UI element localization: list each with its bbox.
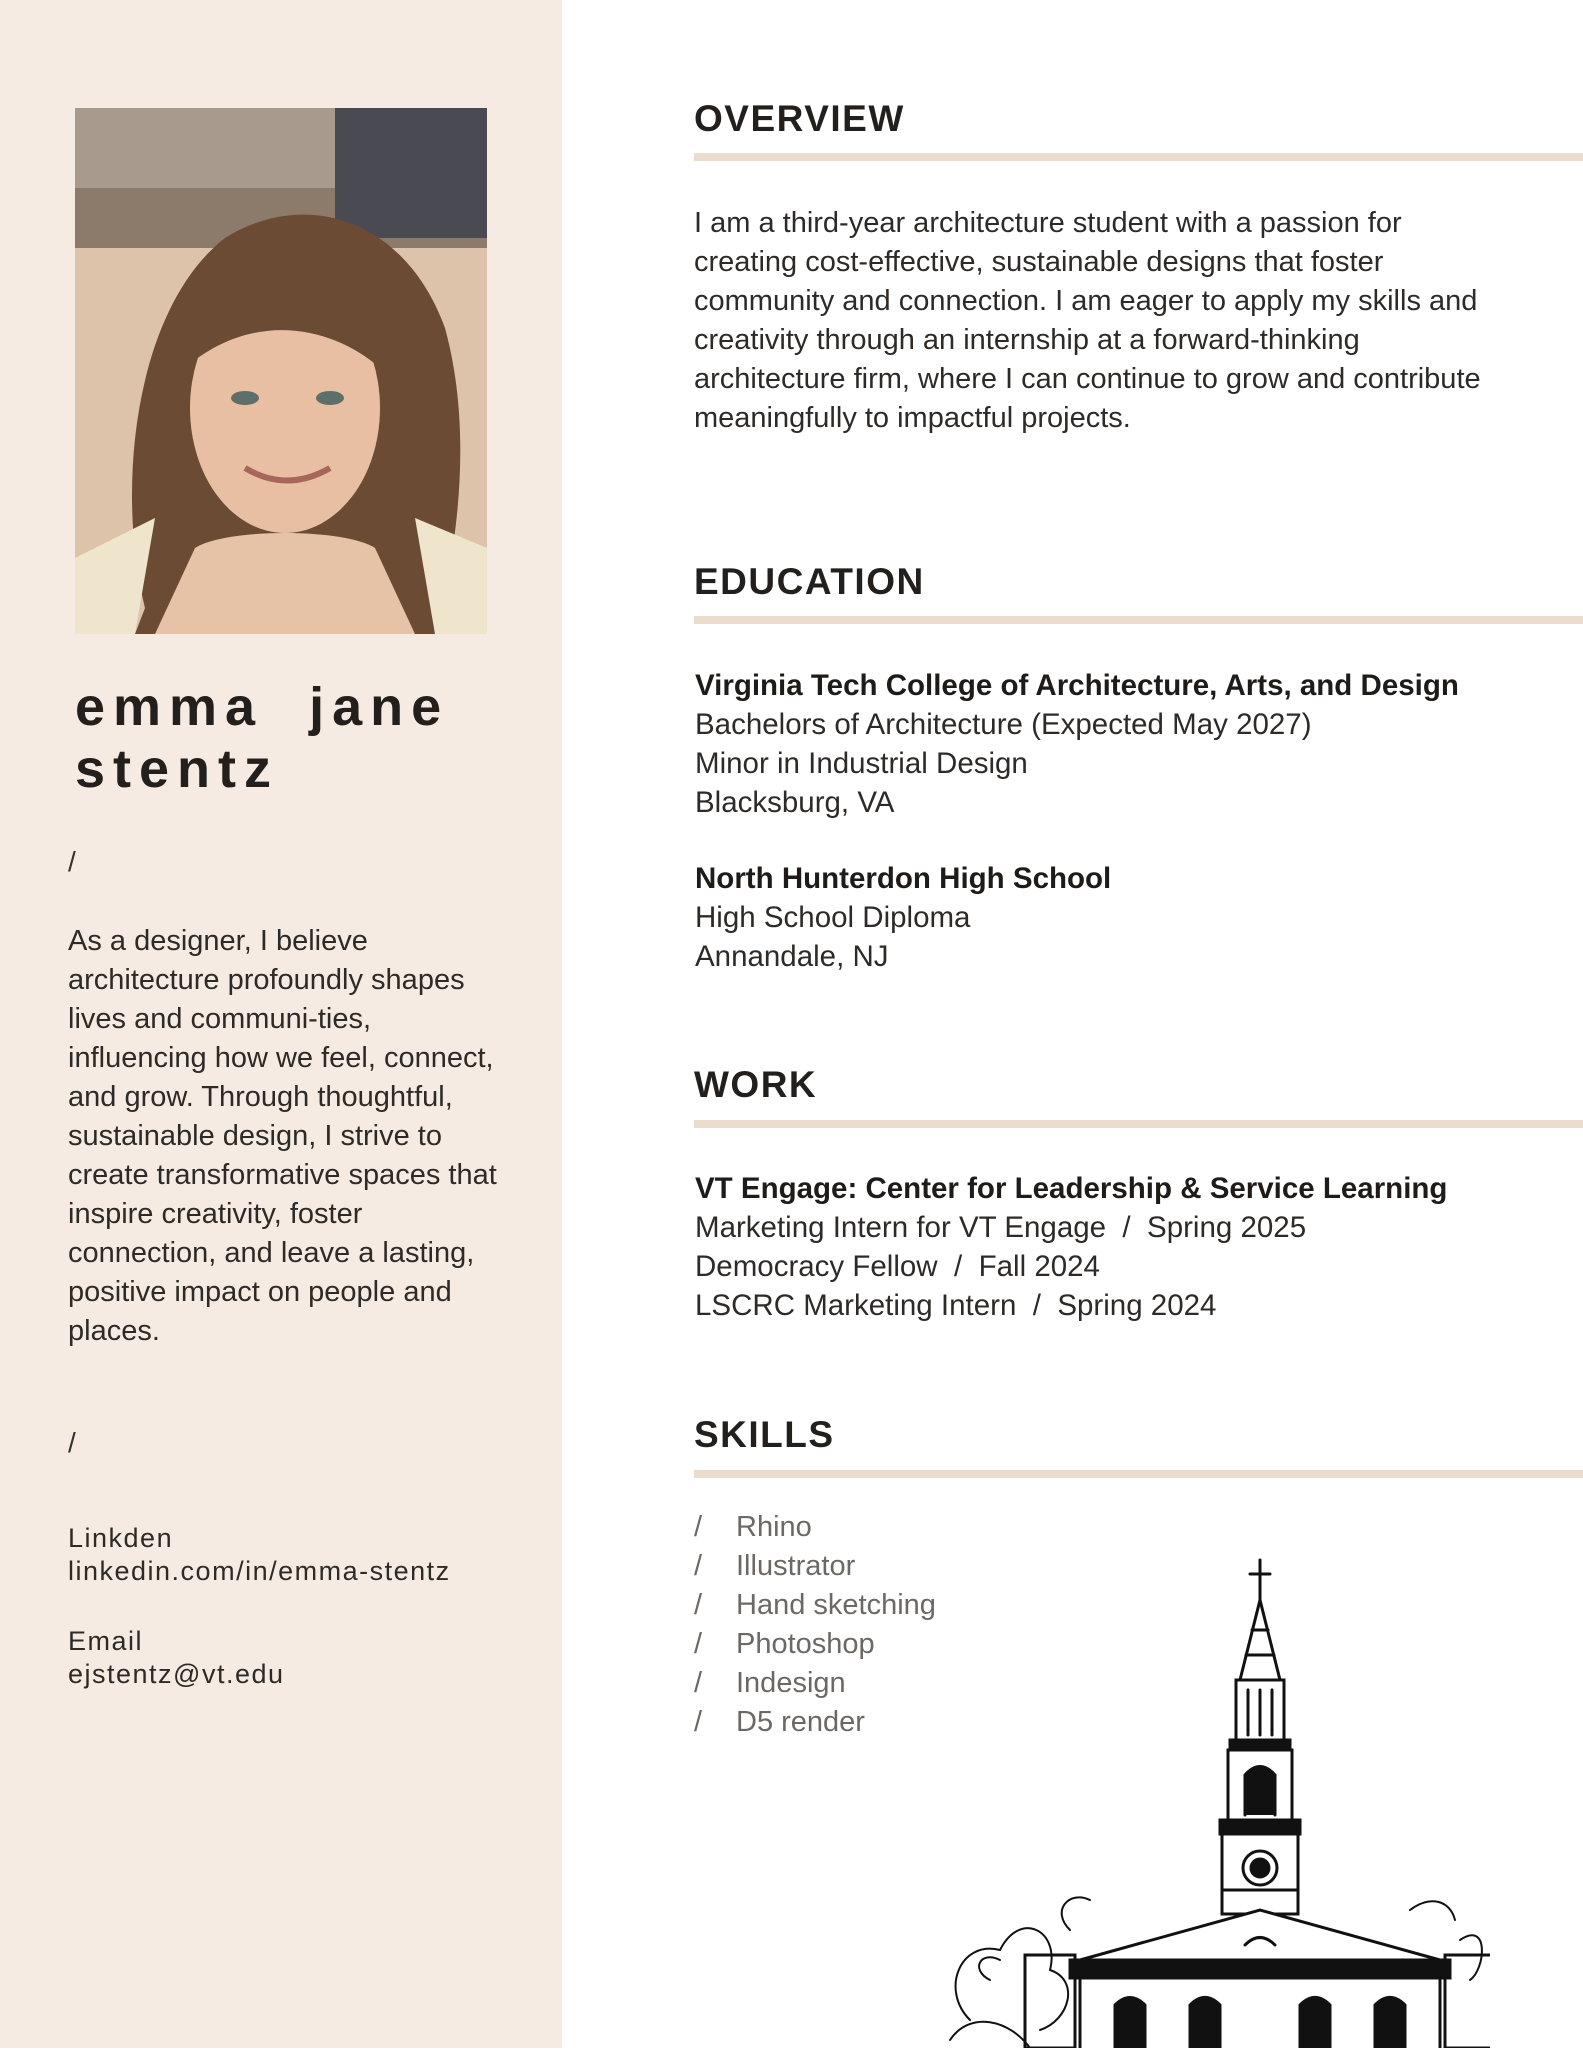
skills-list [694,1508,936,1742]
skill-label: Photoshop [736,1628,875,1660]
work-title: WORK [694,1064,818,1105]
work-org: VT Engage: Center for Leadership & Service Learning [695,1172,1448,1205]
education-school: North Hunterdon High School [695,862,1112,895]
education-school: Virginia Tech College of Architecture, Arts, and Design [695,669,1459,702]
work-role: Democracy Fellow / Fall 2024 [695,1250,1100,1283]
skill-item [694,1508,936,1547]
skill-label: D5 render [736,1706,865,1738]
skill-label: Hand sketching [736,1589,936,1621]
skill-label: Rhino [736,1511,812,1543]
skills-title: SKILLS [694,1414,835,1455]
skill-bullet: / [694,1550,703,1582]
education-entry [695,859,1575,976]
profile-name [75,676,545,800]
profile-photo [75,108,487,634]
email-link[interactable]: ejstentz@vt.edu [68,1659,285,1689]
name-line-2: stentz [75,739,280,799]
skill-item [694,1664,936,1703]
skill-label: Indesign [736,1667,846,1699]
skill-item [694,1703,936,1742]
overview-title: OVERVIEW [694,98,905,139]
education-entry [695,666,1575,822]
linkedin-contact [68,1522,548,1588]
education-rule [694,616,1583,624]
work-role: LSCRC Marketing Intern / Spring 2024 [695,1289,1217,1322]
bio-text: As a designer, I believe architecture profoundly shapes lives and communi-ties, influencing how we feel, connect, and grow. Through thoughtful, sustainable design, I strive to create transformative spaces that inspire creativity, foster connection, and leave a lasting, positive impact on people and places. [68,925,497,1347]
education-minor: Minor in Industrial Design [695,747,1028,780]
work-role: Marketing Intern for VT Engage / Spring 2025 [695,1211,1307,1244]
education-degree: Bachelors of Architecture (Expected May 2027) [695,708,1312,741]
education-title: EDUCATION [694,561,925,602]
skill-label: Illustrator [736,1550,856,1582]
name-line-1: emma jane [75,677,450,737]
skill-bullet: / [694,1589,703,1621]
divider-bottom: / [68,1427,76,1458]
skill-item [694,1586,936,1625]
sidebar [0,0,562,2048]
linkedin-label: Linkden [68,1523,174,1553]
skill-item [694,1625,936,1664]
skills-rule [694,1470,1583,1478]
skill-bullet: / [694,1667,703,1699]
email-contact [68,1625,548,1691]
skill-bullet: / [694,1706,703,1738]
church-sketch-icon [930,1550,1490,2048]
skill-bullet: / [694,1628,703,1660]
email-label: Email [68,1626,144,1656]
skill-bullet: / [694,1511,703,1543]
overview-rule [694,153,1583,161]
work-rule [694,1120,1583,1128]
education-degree: High School Diploma [695,901,971,934]
linkedin-link[interactable]: linkedin.com/in/emma-stentz [68,1556,451,1586]
education-location: Annandale, NJ [695,940,889,973]
skill-item [694,1547,936,1586]
work-entry [695,1169,1575,1325]
divider-top: / [68,846,76,877]
education-location: Blacksburg, VA [695,786,895,819]
overview-text: I am a third-year architecture student with a passion for creating cost-effective, sustainable designs that foster community and connection. I am eager to apply my skills and creativity through an internship at a forward-thinking architecture firm, where I can continue to grow and contribute meaningfully to impactful projects. [694,207,1481,434]
